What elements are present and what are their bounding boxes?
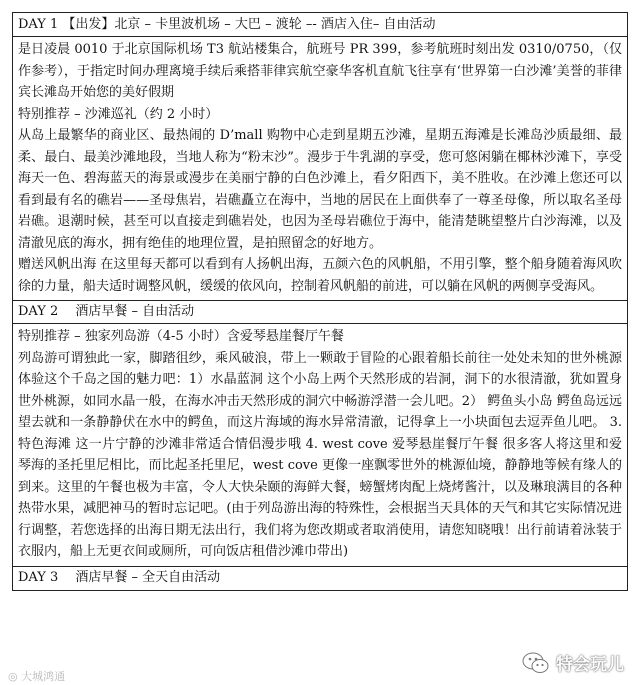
day1-header: DAY 1 【出发】北京 – 卡里波机场 – 大巴 – 渡轮 –- 酒店入住– 自由活动: [13, 13, 627, 37]
day1-special-body: 从岛上最繁华的商业区、最热闹的 D’mall 购物中心走到星期五沙滩，星期五海滩是长滩岛沙质最细、最柔、最白、最美沙滩地段，当地人称为“粉末沙”。漫步于牛乳湖的享受，您可悠闲躺在椰林沙滩下，享受海天一色、碧海蓝天的海景或漫步在美丽宁静的白色沙滩上，看夕阳西下，美不胜收。在沙滩上您还可以看到最有名的礁岩——圣母焦岩，岩礁矗立在海中，当地的居民在上面供奉了一尊圣母像，所以取名圣母岩礁。退潮时候，甚至可以直接走到礁岩处，也因为圣母岩礁位于海中，能清楚眺望整片白沙海滩，以及清澈见底的海水，拥有绝佳的地理位置，是拍照留念的好地方。: [18, 128, 622, 251]
day3-header: DAY 3 酒店早餐 – 全天自由活动: [18, 569, 221, 585]
day1-special-title: 特别推荐 – 沙滩巡礼（约 2 小时）: [18, 106, 219, 122]
day2-header: DAY 2 酒店早餐 – 自由活动: [13, 301, 627, 324]
wechat-watermark-text: 特会玩儿: [556, 655, 624, 675]
day1-gift: 赠送风帆出海 在这里每天都可以看到有人扬帆出海，五颜六色的风帆船，不用引擎，整个船身随着海风吹徐的力量，船夫适时调整风帆，缓缓的依风向，控制着风帆船的前进，可以躺在风帆的两侧享受海风。: [18, 257, 622, 294]
day2-details: [13, 324, 627, 567]
wechat-watermark: [522, 650, 624, 675]
day2-special-title: 特别推荐 – 独家列岛游（4-5 小时）含爱琴悬崖餐厅午餐: [18, 329, 344, 344]
day2-special-body: 列岛游可谓独此一家，脚踏徂纱，乘风破浪，带上一颗敢于冒险的心跟着船长前往一处处未知的世外桃源体验这个千岛之国的魅力吧：1）水晶蓝洞 这个小岛上两个天然形成的岩洞，洞下的水很清澈，犹如置身世外桃源，如同水晶一般，在海水冲击天然形成的洞穴中畅游浮潜一会儿吧。2） 鳄鱼头小岛 鳄鱼岛远远望去就和一条静静伏在水中的鳄鱼，而这片海域的海水异常清澈，记得拿上一小块面包去逗弄鱼儿吧。 3. 特色海滩 这一片宁静的沙滩非常适合情侣漫步哦 4. west cove 爱琴悬崖餐厅午餐 很多客人将这里和爱琴海的圣托里尼相比，而比起圣托里尼，west cove 更像一座飘零世外的桃源仙境，静静地等候有缘人的到来。这里的午餐也极为丰富，令人大快朵颐的海鲜大餐，螃蟹烤肉配上烧烤酱汁，以及琳琅满目的各种热带水果，减肥神马的暂时忘记吧。(由于列岛游出海的特殊性，会根据当天具体的天气和其它实际情况进行调整，若您选择的出海日期无法出行，我们将为您改期或者取消使用，请您知晓哦！出行前请着泳装于衣服内，船上无更衣间或厕所，可向饭店租借沙滩巾带出): [18, 350, 622, 559]
day1-intro: 是日凌晨 0010 于北京国际机场 T3 航站楼集合，航班号 PR 399，参考航班时刻出发 0310/0750，（仅作参考），于指定时间办理离境手续后乘搭菲律宾航空豪华客机直航飞往享有‘世界第一白沙滩’美誉的菲律宾长滩岛开始您的美好假期: [18, 42, 622, 100]
day1-details: [13, 37, 627, 301]
source-watermark: ◎ 大城鸿通: [8, 670, 66, 683]
itinerary-table: [12, 12, 628, 591]
wechat-icon: [522, 651, 550, 675]
